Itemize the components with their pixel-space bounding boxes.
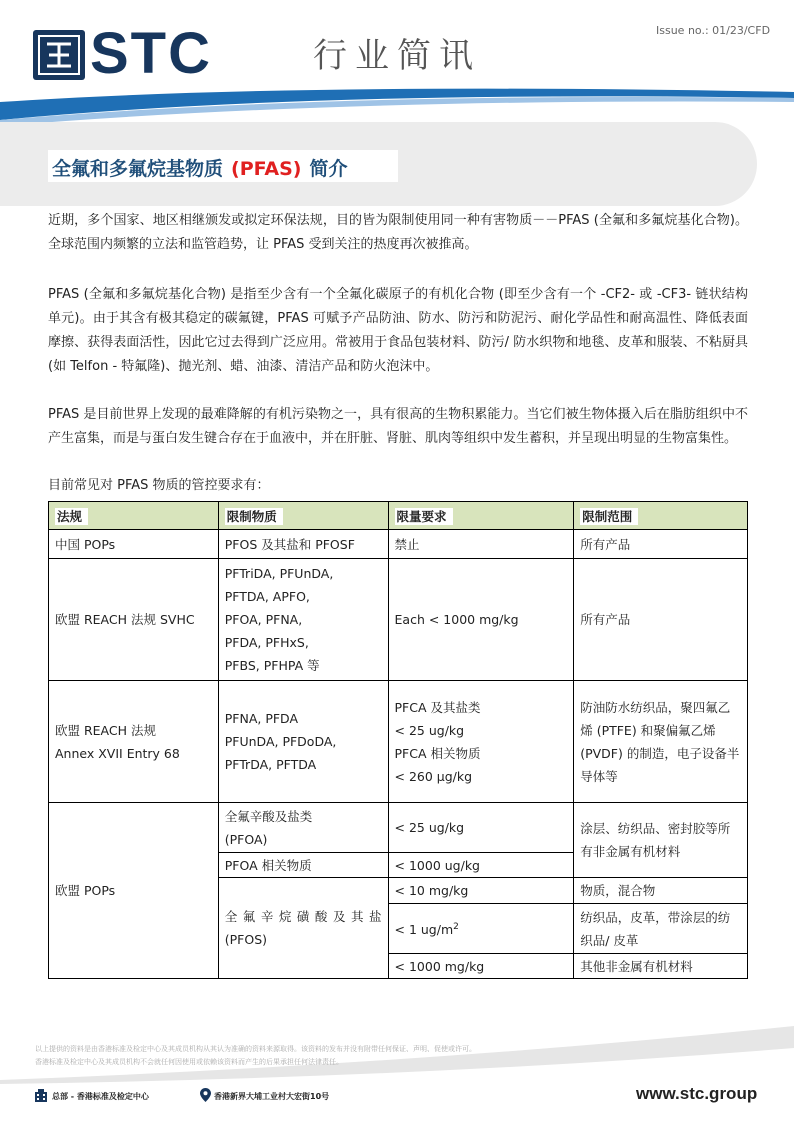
pfoa-limit: < 25 ug/kg <box>388 803 574 853</box>
logo-text: STC <box>90 21 212 86</box>
definition-paragraph: PFAS (全氟和多氟烷基化合物) 是指至少含有一个全氟化碳原子的有机化合物 (即至少含有一个 -CF2- 或 -CF3- 链状结构单元)。由于其含有极其稳定的碳氟键，PFAS 可赋予产品防油、防水、防污和防泥污、耐化学品性和耐高温性、降低表面摩擦、获得表面活性，因此它过去得到广泛应用。常被用于食品包装材料、防污/ 防水织物和地毯、皮革和服装、不粘厨具 (如 Telfon - 特氟隆)、抛光剂、蜡、油漆、清洁产品和防火泡沫中。 <box>48 287 748 374</box>
header-regulation: 法规 <box>49 502 219 530</box>
pfoa-related-substance: PFOA 相关物质 <box>218 853 388 878</box>
header-substance: 限制物质 <box>218 502 388 530</box>
table-intro: 目前常见对 PFAS 物质的管控要求有： <box>48 478 270 493</box>
table-row <box>49 559 748 681</box>
pfoa-substance: 全氟辛酸及盐类 (PFOA) <box>218 803 388 853</box>
disclaimer-line-2: 香港标准及检定中心及其成员机构不会就任何因使用或依赖该资料而产生的后果承担任何法律责任。 <box>35 1058 343 1066</box>
reach-annex-scope: 防油防水纺织品，聚四氟乙烯 (PTFE) 和聚偏氟乙烯 (PVDF) 的制造，电子设备半导体等 <box>574 681 748 803</box>
hq-label: 总部 - 香港标准及检定中心 <box>52 1092 149 1101</box>
reach-annex-regulation: 欧盟 REACH 法规 Annex XVII Entry 68 <box>49 681 219 803</box>
newsletter-title: 行业简讯 <box>313 36 481 76</box>
pfos-scope-3: 其他非金属有机材料 <box>574 954 748 979</box>
reach-annex-limit: PFCA 及其盐类 < 25 ug/kg PFCA 相关物质 < 260 μg/kg <box>388 681 574 803</box>
website-link[interactable]: www.stc.group <box>636 1084 758 1103</box>
reach-svhc-regulation: 欧盟 REACH 法规 SVHC <box>49 559 219 681</box>
pfos-substance: 全氟辛烷磺酸及其盐 (PFOS) <box>218 878 388 979</box>
table-row <box>49 530 748 559</box>
pfos-limit-1: < 10 mg/kg <box>388 878 574 904</box>
intro-paragraph: 近期，多个国家、地区相继颁发或拟定环保法规，目的皆为限制使用同一种有害物质－－PFAS (全氟和多氟烷基化合物)。全球范围内频繁的立法和监管趋势，让 PFAS 受到关注的热度再次被推高。 <box>48 213 748 252</box>
cn-pops-regulation: 中国 POPs <box>49 530 219 559</box>
eu-pops-regulation: 欧盟 POPs <box>49 803 219 979</box>
pfos-scope-2: 纺织品，皮革，带涂层的纺织品/ 皮革 <box>574 904 748 954</box>
cn-pops-substance: PFOS 及其盐和 PFOSF <box>218 530 388 559</box>
cn-pops-scope: 所有产品 <box>574 530 748 559</box>
reach-svhc-limit: Each < 1000 mg/kg <box>388 559 574 681</box>
reach-svhc-substance: PFTriDA, PFUnDA, PFTDA, APFO, PFOA, PFNA, PFDA, PFHxS, PFBS, PFHPA 等 <box>218 559 388 681</box>
reach-svhc-scope: 所有产品 <box>574 559 748 681</box>
pfos-limit-2: < 1 $ug/m^2$ <box>388 904 574 954</box>
article-title-prefix: 全氟和多氟烷基物质 <box>52 158 224 180</box>
disclaimer-line-1: 以上提供的资料是由香港标准及检定中心及其成员机构从其认为准确的资料来源取得。该资料的发布并没有附带任何保证、声明、促使或许可。 <box>35 1045 476 1053</box>
reach-annex-substance: PFNA, PFDA PFUnDA, PFDoDA, PFTrDA, PFTDA <box>218 681 388 803</box>
article-title-abbr: (PFAS) <box>231 158 302 180</box>
building-icon <box>34 1088 48 1102</box>
issue-number: Issue no.: 01/23/CFD <box>656 24 771 37</box>
pfoa-scope: 涂层、纺织品、密封胶等所有非金属有机材料 <box>574 803 748 878</box>
address: 香港新界大埔工业村大宏街10号 <box>214 1092 330 1101</box>
header-limit: 限量要求 <box>388 502 574 530</box>
header-scope: 限制范围 <box>574 502 748 530</box>
pfos-limit-3: < 1000 mg/kg <box>388 954 574 979</box>
pfoa-related-limit: < 1000 ug/kg <box>388 853 574 878</box>
table-row <box>49 681 748 803</box>
table-row <box>49 803 748 853</box>
table-header-row <box>49 502 748 530</box>
regulation-table <box>48 501 748 979</box>
stc-emblem-icon <box>33 30 85 80</box>
cn-pops-limit: 禁止 <box>388 530 574 559</box>
stc-logo-mark <box>33 30 85 80</box>
persistence-paragraph: PFAS 是目前世界上发现的最难降解的有机污染物之一，具有很高的生物积累能力。当它们被生物体摄入后在脂肪组织中不产生富集，而是与蛋白发生键合存在于血液中，并在肝脏、肾脏、肌肉等组织中发生蓄积，并呈现出明显的生物富集性。 <box>48 407 748 446</box>
location-pin-icon <box>200 1088 211 1102</box>
article-title-suffix: 简介 <box>309 158 348 180</box>
article-title <box>52 154 348 181</box>
pfos-scope-1: 物质，混合物 <box>574 878 748 904</box>
